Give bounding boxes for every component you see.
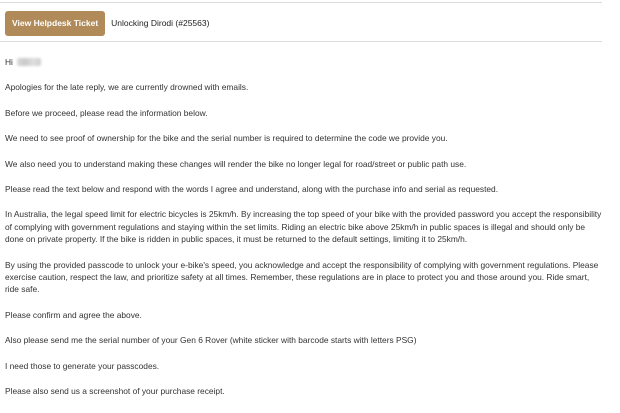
paragraph-read-and-respond: Please read the text below and respond with the words I agree and understand, along with the purchase info and serial as requested.	[5, 184, 499, 195]
paragraph-confirm: Please confirm and agree the above.	[5, 309, 142, 320]
paragraph-before-proceed: Before we proceed, please read the information below.	[5, 107, 208, 118]
email-body	[5, 56, 605, 411]
paragraph-legal-notice: We also need you to understand making these changes will render the bike no longer legal for road/street or public path use.	[5, 158, 467, 169]
paragraph-australia-speed-limit: In Australia, the legal speed limit for electric bicycles is 25km/h. By increasing the top speed of your bike with the provided password you accept the responsibility of complying with government regulations and staying within the set limits. Riding an electric bike above 25km/h in public spaces is illegal and should only be done on private property. If the bike is ridden in public spaces, it must be returned to the default settings, limiting it to 25km/h.	[5, 209, 602, 245]
paragraph-receipt-request: Please also send us a screenshot of your purchase receipt.	[5, 386, 225, 397]
paragraph-serial-request: Also please send me the serial number of your Gen 6 Rover (white sticker with barcode starts with letters PSG)	[5, 335, 417, 346]
paragraph-passcode-responsibility: By using the provided passcode to unlock your e-bike's speed, you acknowledge and accept the responsibility of complying with government regulations. Please exercise caution, respect the law, and prioritize safety at all times. Remember, these regulations are in place to protect you and those around you. Ride smart, ride safe.	[5, 259, 599, 295]
greeting-text: Hi	[5, 57, 13, 67]
ticket-header	[5, 9, 602, 37]
paragraph-generate-passcodes: I need those to generate your passcodes.	[5, 360, 160, 371]
ticket-title: Unlocking Dirodi (#25563)	[111, 18, 210, 28]
paragraph-proof-of-ownership: We need to see proof of ownership for the bike and the serial number is required to determine the code we provide you.	[5, 133, 448, 144]
view-helpdesk-ticket-button[interactable]: View Helpdesk Ticket	[5, 11, 105, 36]
top-divider	[0, 2, 602, 3]
paragraph-apology: Apologies for the late reply, we are currently drowned with emails.	[5, 82, 249, 93]
header-divider	[0, 41, 602, 42]
redacted-name	[17, 58, 41, 66]
greeting	[5, 56, 605, 68]
